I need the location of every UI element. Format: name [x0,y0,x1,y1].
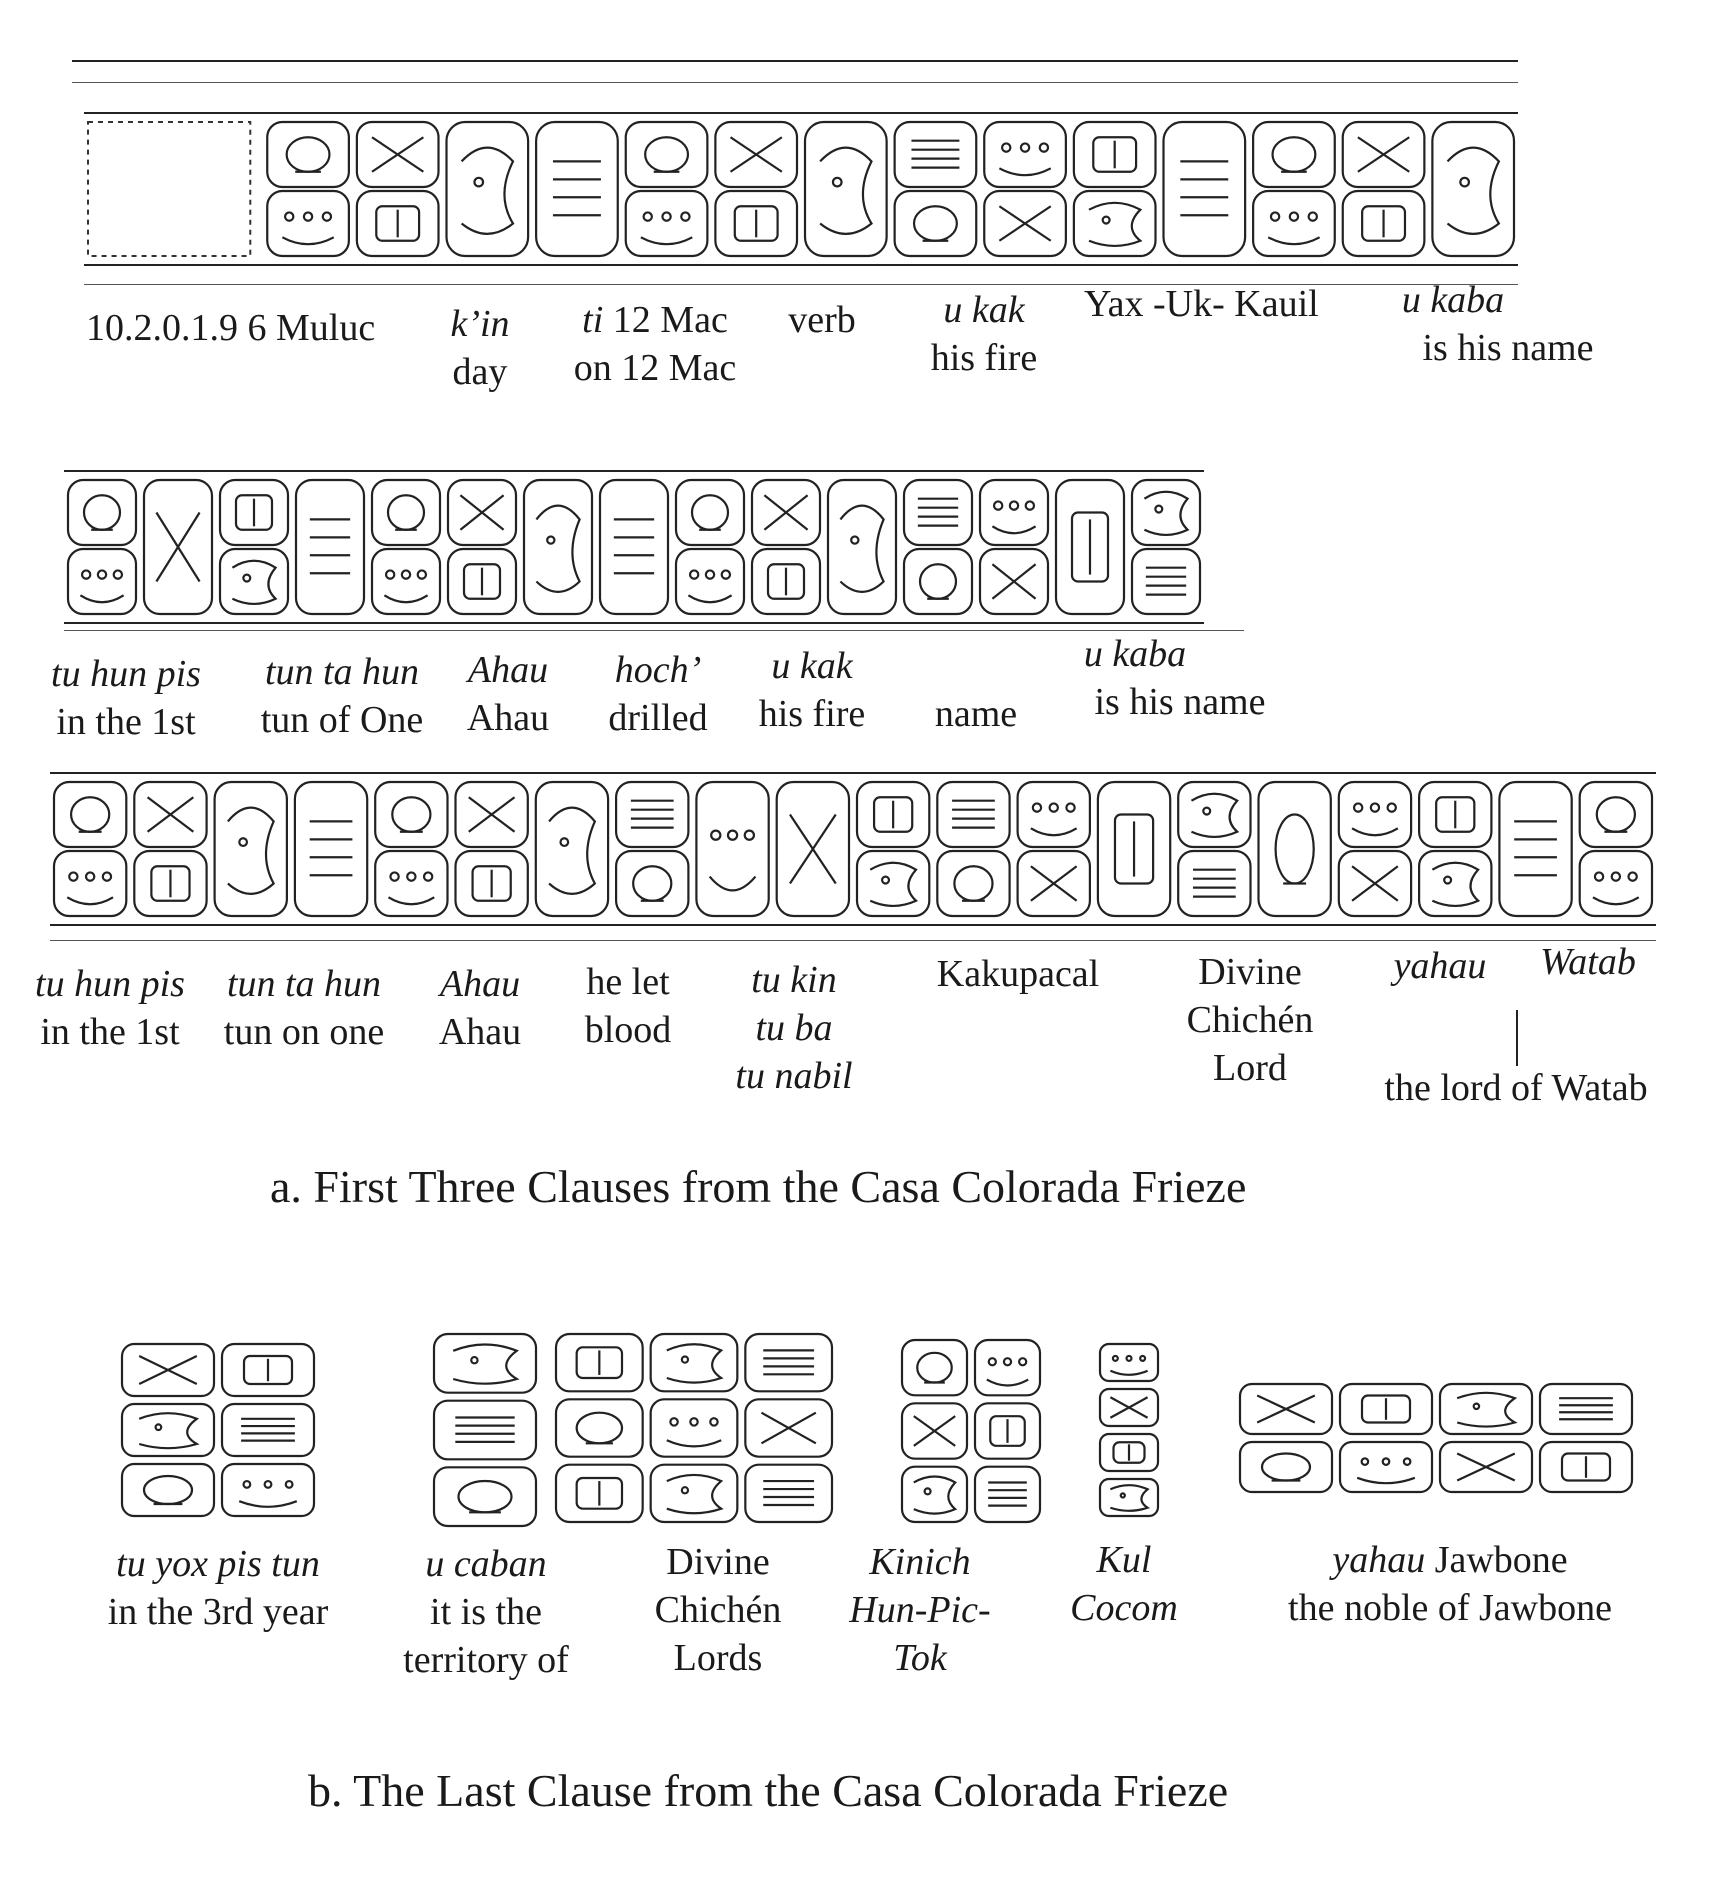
glyph-outline [1580,782,1652,847]
glyph-block-b-3 [898,1336,1044,1526]
glyph-block-b-5 [1236,1380,1636,1496]
label-r2-2: Ahau Ahau [466,649,550,739]
label-r3-4: tu kin tu ba tu nabil [735,959,853,1097]
glyph-outline [904,549,972,614]
glyph-outline [1259,782,1331,916]
glyph-outline [54,782,126,847]
glyph-outline [215,782,287,916]
glyph-outline [1432,122,1514,256]
glyph-block-b-1 [430,1330,540,1530]
glyph-outline [296,480,364,614]
frieze-row-1 [84,112,1518,266]
glyph-strip [84,114,1518,264]
caption-b: b. The Last Clause from the Casa Colorada Frieze [308,1765,1229,1816]
frieze-row-2 [64,470,1204,624]
glyph-outline [434,1401,536,1460]
glyph-outline [975,1467,1040,1522]
glyph-outline [980,480,1048,545]
label-b-1: u caban it is the territory of [403,1543,569,1681]
label-r1-6: u kaba is his name [1401,279,1594,369]
frieze-top-rule-thin [72,82,1518,83]
label-b-3: Kinich Hun-Pic- Tok [849,1541,991,1679]
glyph-outline [1580,851,1652,916]
frieze-top-rule [72,60,1518,62]
glyph-outline [556,1399,643,1456]
glyph-outline [1178,851,1250,916]
glyph-outline [1499,782,1571,916]
label-r1-5: Yax -Uk- Kauil [1084,283,1319,325]
label-r2-3: hoch’ drilled [608,649,708,739]
eroded-glyph-block [88,122,250,256]
frieze-row-3 [50,772,1656,926]
glyph-outline [745,1465,832,1522]
glyph-outline [372,480,440,545]
label-r2-5: name [934,693,1018,735]
glyph-outline [54,851,126,916]
glyph-outline [600,480,668,614]
label-r3-8: Watab [1540,941,1636,983]
glyph-outline [375,851,447,916]
glyph-cluster [1236,1380,1636,1496]
glyph-outline [267,122,349,187]
glyph-outline [295,782,367,916]
glyph-outline [434,1467,536,1526]
glyph-outline [902,1340,967,1395]
glyph-outline [1253,191,1335,256]
label-b-2: Divine Chichén Lords [654,1541,782,1679]
label-r3-1: tun ta hun tun on one [223,963,385,1053]
label-r1-3: verb [788,299,856,341]
label-r1-2: ti 12 Mac on 12 Mac [573,299,737,389]
label-r3-2: Ahau Ahau [438,963,522,1053]
glyph-outline [805,122,887,256]
label-b-5: yahau Jawbone the noble of Jawbone [1288,1539,1612,1629]
glyph-block-b-4 [1096,1340,1162,1520]
glyph-outline [68,549,136,614]
glyph-outline [222,1404,314,1456]
glyph-outline [1018,782,1090,847]
label-r1-1: k’in day [450,303,510,393]
glyph-outline [267,191,349,256]
glyph-block-b-2 [552,1330,836,1526]
glyph-outline [1540,1384,1632,1434]
glyph-outline [122,1464,214,1516]
glyph-outline [904,480,972,545]
glyph-strip [50,774,1656,924]
label-r2-0: tu hun pis in the 1st [51,653,201,743]
label-r3-5: Kakupacal [936,953,1100,995]
frieze-row-3-baseline [50,940,1656,941]
glyph-outline [676,549,744,614]
label-r2-4: u kak his fire [758,645,866,735]
glyph-outline [937,782,1009,847]
glyph-outline [984,122,1066,187]
glyph-outline [1340,1442,1432,1492]
glyph-cluster [118,1340,318,1520]
caption-a: a. First Three Clauses from the Casa Colorada Frieze [270,1161,1247,1212]
glyph-outline [536,122,618,256]
glyph-outline [828,480,896,614]
glyph-outline [616,782,688,847]
glyph-cluster [552,1330,836,1526]
watab-connector [1516,1010,1518,1066]
glyph-outline [895,122,977,187]
glyph-outline [536,782,608,916]
glyph-strip [64,472,1204,622]
label-b-4: Kul Cocom [1070,1539,1178,1629]
glyph-outline [895,191,977,256]
label-r1-0: 10.2.0.1.9 6 Muluc [86,307,376,349]
glyph-outline [447,122,529,256]
glyph-outline [68,480,136,545]
glyph-outline [375,782,447,847]
glyph-outline [937,851,1009,916]
glyph-outline [696,782,768,916]
label-r3-0: tu hun pis in the 1st [35,963,185,1053]
glyph-outline [524,480,592,614]
label-r3-7: yahau [1393,945,1487,987]
glyph-outline [745,1334,832,1391]
glyph-outline [1132,549,1200,614]
glyph-outline [651,1399,738,1456]
glyph-outline [372,549,440,614]
glyph-outline [222,1464,314,1516]
glyph-outline [626,122,708,187]
glyph-outline [1164,122,1246,256]
glyph-cluster [430,1330,540,1530]
glyph-outline [616,851,688,916]
label-r2-6: u kaba is his name [1083,633,1266,723]
glyph-cluster [1096,1340,1162,1520]
label-r2-1: tun ta hun tun of One [260,651,424,741]
glyph-outline [1240,1442,1332,1492]
frieze-row-2-baseline [64,630,1244,631]
label-r3-3: he let blood [584,961,672,1051]
label-r1-4: u kak his fire [930,289,1038,379]
label-b-0: tu yox pis tun in the 3rd year [107,1543,329,1633]
glyph-outline [626,191,708,256]
label-r3-6: Divine Chichén Lord [1186,951,1314,1089]
glyph-outline [676,480,744,545]
glyph-cluster [898,1336,1044,1526]
label-r3-9: the lord of Watab [1384,1067,1648,1109]
glyph-outline [975,1340,1040,1395]
glyph-outline [1339,782,1411,847]
glyph-outline [1253,122,1335,187]
glyph-block-b-0 [118,1340,318,1520]
